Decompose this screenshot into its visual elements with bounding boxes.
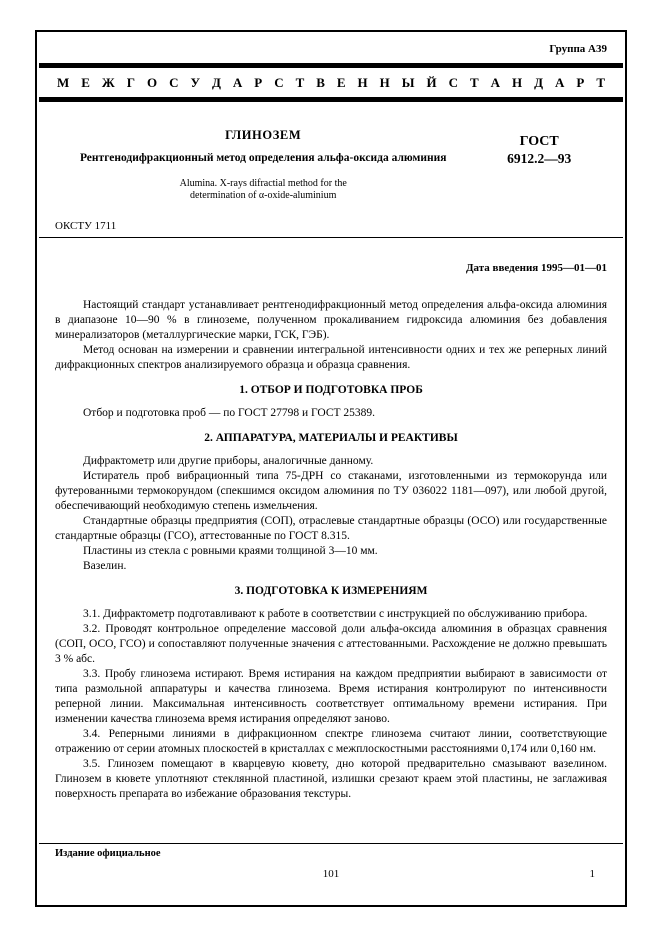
footer-divider [39,843,623,844]
group-label: Группа А39 [549,43,607,55]
section-paragraph: 3.4. Реперными линиями в дифракционном спектре глинозема считают линии, соответствующие отражению от серии атомных плоскостей в кристаллах с межплоскостными расстояниями 0,174 или 0,160 нм. [55,728,607,755]
section-paragraph: 3.5. Глинозем помещают в кварцевую кювету, дно которой предварительно смазывают вазелином. Глинозем в кювете уплотняют стеклянной пластиной, излишки срезают краем этой пластины, не заглаживая поверхность препарата во избежание образования текстуры. [55,758,607,800]
document-page-frame [35,30,627,907]
intro-paragraph: Настоящий стандарт устанавливает рентгенодифракционный метод определения альфа-оксида алюминия в диапазоне 10—90 % в глиноземе, полученном прокаливанием гидроксида алюминия без добавления минерализаторов (металлургические марки, ГСК, ГЭБ). [55,299,607,341]
standard-code-number: 6912.2—93 [507,151,572,166]
section-paragraph: Пластины из стекла с ровными краями толщиной 3—10 мм. [83,545,378,557]
header-divider [39,237,623,238]
section-heading-1: 1. ОТБОР И ПОДГОТОВКА ПРОБ [239,384,423,396]
document-body [55,298,607,802]
page-number-right: 1 [589,868,595,880]
page-footer [55,843,607,880]
section-heading-3: 3. ПОДГОТОВКА К ИЗМЕРЕНИЯМ [234,585,428,597]
official-edition-label: Издание официальное [55,848,161,859]
standard-code-block [471,128,607,202]
document-title: ГЛИНОЗЕМ [225,128,302,142]
section-paragraph: Истиратель проб вибрационный типа 75-ДРН со стаканами, изготовленными из термокорунда или футерованными термокорундом (спекшимся оксидом алюминия по ТУ 036022 1181—097), или любой другой, обеспечивающий необходимую степень измельчения. [55,470,607,512]
standard-code-label: ГОСТ [519,134,559,149]
document-title-english-line2: determination of α-oxide-aluminium [190,190,337,201]
section-paragraph: 3.2. Проводят контрольное определение массовой доли альфа-оксида алюминия в образцах сравнения (СОП, ОСО, ГСО) и сопоставляют полученные значения с аттестованными. Расхождение не должно превышать 3 % абс. [55,623,607,665]
title-block [55,128,607,202]
section-paragraph: Отбор и подготовка проб — по ГОСТ 27798 и ГОСТ 25389. [83,407,376,419]
effective-date: Дата введения 1995—01—01 [465,262,607,274]
banner-rule-bottom [39,97,623,102]
section-paragraph: Дифрактометр или другие приборы, аналогичные данному. [83,455,374,467]
section-paragraph: Стандартные образцы предприятия (СОП), отраслевые стандартные образцы (ОСО) или государственные стандартные образцы (ГСО), аттестованные по ГОСТ 8.315. [55,515,607,542]
section-heading-2: 2. АППАРАТУРА, МАТЕРИАЛЫ И РЕАКТИВЫ [204,432,458,444]
page-numbers [55,868,607,880]
standard-banner: М Е Ж Г О С У Д А Р С Т В Е Н Н Ы Й С Т А Н Д А Р Т [57,75,605,90]
okstu-code: ОКСТУ 1711 [55,220,117,232]
document-title-english [55,178,471,202]
title-left-column [55,128,471,202]
section-paragraph: 3.1. Дифрактометр подготавливают к работе в соответствии с инструкцией по обслуживанию прибора. [83,608,588,620]
page-number-center: 101 [322,868,340,880]
intro-paragraph: Метод основан на измерении и сравнении интегральной интенсивности одних и тех же реперных линий дифракционных спектров анализируемого образца и образца сравнения. [55,344,607,371]
document-subtitle: Рентгенодифракционный метод определения альфа-оксида алюминия [79,152,447,164]
document-title-english-line1: Alumina. X-rays difractial method for the [179,178,347,189]
section-paragraph: 3.3. Пробу глинозема истирают. Время истирания на каждом предприятии выбирают в зависимости от типа размольной аппаратуры и качества глинозема. Время истирания контролируют по интенсивности реперной линии. Максимальная интенсивность соответствует оптимальному времени истирания. При изменении качества глинозема время истирания определяют заново. [55,668,607,725]
section-paragraph: Вазелин. [83,560,127,572]
